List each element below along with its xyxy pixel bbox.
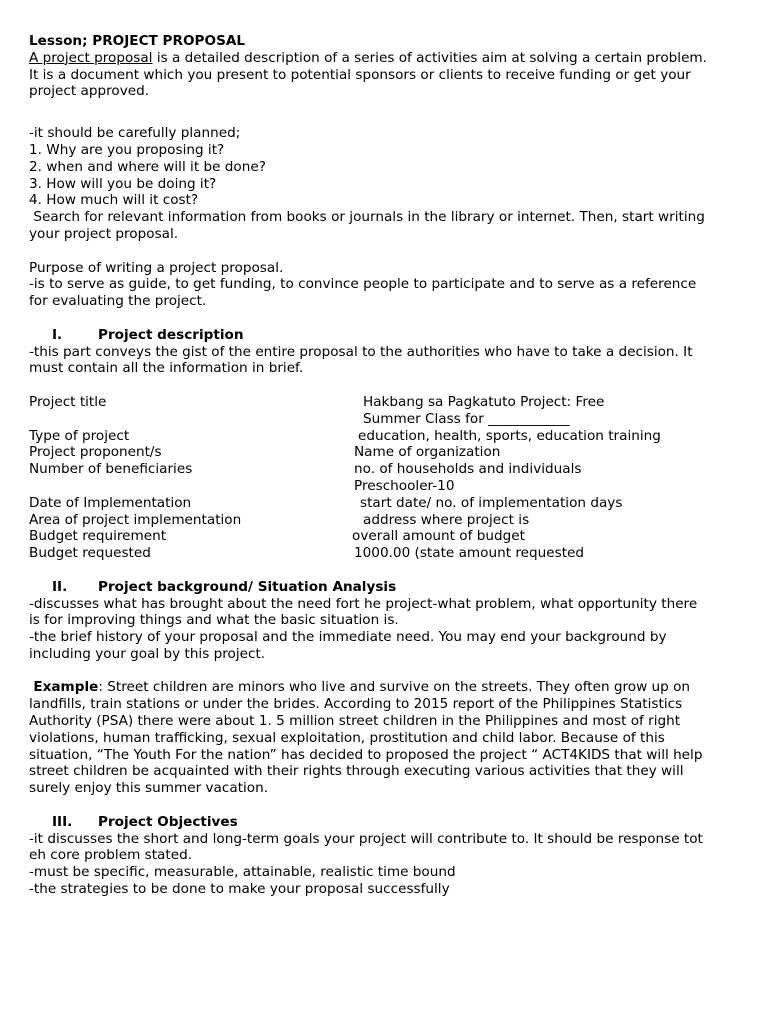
intro-rest: is a detailed description of a series of activities aim at solving a certain problem. (152, 49, 707, 66)
lesson-heading: Lesson; PROJECT PROPOSAL (29, 33, 246, 49)
detail-label: Project title (29, 393, 107, 410)
detail-value: start date/ no. of implementation days (360, 494, 623, 511)
example-line-4: violations, human trafficking, sexual exploitation, prostitution and child labor. Because of this (29, 729, 665, 746)
intro-line-1 (29, 50, 741, 67)
section-3-line-1: -it discusses the short and long-term goals your project will contribute to. It should be response tot (29, 830, 703, 847)
detail-value: no. of households and individuals (354, 461, 582, 478)
detail-value: Preschooler-10 (354, 477, 455, 494)
section-1-line-2: must contain all the information in brief. (29, 360, 304, 377)
detail-row (29, 428, 741, 445)
intro-line-3: project approved. (29, 83, 150, 100)
intro-line-2: It is a document which you present to potential sponsors or clients to receive funding or get your (29, 66, 691, 83)
detail-label: Type of project (29, 427, 130, 444)
intro-term: A project proposal (29, 49, 153, 66)
section-heading-3 (29, 814, 741, 831)
example-line-3: Authority (PSA) there were about 1. 5 million street children in the Philippines and most of right (29, 713, 681, 730)
question-4: 4. How much will it cost? (29, 192, 199, 209)
detail-label: Project proponent/s (29, 444, 162, 461)
detail-value: address where project is (363, 511, 530, 528)
section-2-line-1: -discusses what has brought about the need fort he project-what problem, what opportunity there (29, 595, 698, 612)
purpose-line-2: for evaluating the project. (29, 293, 207, 310)
example-line-6: street children be acquainted with their rights through executing various activities that they will (29, 763, 684, 780)
section-title: Project background/ Situation Analysis (98, 578, 397, 595)
section-3-line-2: eh core problem stated. (29, 847, 193, 864)
section-2-line-4: including your goal by this project. (29, 645, 266, 662)
detail-value: overall amount of budget (352, 528, 525, 545)
section-3-line-4: -the strategies to be done to make your proposal successfully (29, 881, 450, 898)
search-line-1: Search for relevant information from books or journals in the library or internet. Then, start writing (29, 209, 705, 226)
section-1-line-1: -this part conveys the gist of the entire proposal to the authorities who have to take a decision. It (29, 343, 693, 360)
detail-label: Number of beneficiaries (29, 461, 193, 478)
detail-row (29, 411, 741, 428)
detail-row (29, 444, 741, 461)
example-line-2: landfills, train stations or under the brides. According to 2015 report of the Philippines Statistics (29, 696, 683, 713)
detail-row (29, 478, 741, 495)
detail-row (29, 545, 741, 562)
purpose-title: Purpose of writing a project proposal. (29, 259, 284, 276)
example-line-7: surely enjoy this summer vacation. (29, 780, 269, 797)
document-page (29, 33, 741, 898)
section-title: Project Objectives (98, 813, 238, 830)
search-line-2: your project proposal. (29, 225, 179, 242)
purpose-line-1: -is to serve as guide, to get funding, to convince people to participate and to serve as a reference (29, 276, 697, 293)
detail-row (29, 495, 741, 512)
section-number: III. (52, 813, 73, 830)
section-heading-2 (29, 579, 741, 596)
section-2-line-2: is for improving things and what the basic situation is. (29, 612, 399, 629)
section-2-line-3: -the brief history of your proposal and the immediate need. You may end your background by (29, 629, 667, 646)
detail-label: Budget requested (29, 545, 151, 562)
detail-value: Hakbang sa Pagkatuto Project: Free (363, 393, 605, 410)
detail-row (29, 394, 741, 411)
detail-value: education, health, sports, education training (358, 427, 661, 444)
detail-value: Summer Class for ____________ (363, 410, 570, 427)
detail-value: Name of organization (354, 444, 501, 461)
detail-row (29, 461, 741, 478)
detail-value: 1000.00 (state amount requested (354, 545, 585, 562)
example-text: : Street children are minors who live and survive on the streets. They often grow up on (98, 679, 691, 696)
question-3: 3. How will you be doing it? (29, 175, 217, 192)
planned-line: -it should be carefully planned; (29, 125, 241, 142)
project-details-table (29, 394, 741, 562)
section-number: II. (52, 578, 68, 595)
example-line-5: situation, “The Youth For the nation” has decided to proposed the project “ ACT4KIDS that will help (29, 746, 703, 763)
section-number: I. (52, 326, 63, 343)
question-1: 1. Why are you proposing it? (29, 141, 225, 158)
detail-row (29, 528, 741, 545)
section-title: Project description (98, 326, 244, 343)
question-2: 2. when and where will it be done? (29, 158, 266, 175)
example-line-1 (29, 679, 741, 696)
detail-label: Budget requirement (29, 528, 167, 545)
detail-row (29, 512, 741, 529)
section-3-line-3: -must be specific, measurable, attainable, realistic time bound (29, 864, 456, 881)
example-label: Example (33, 679, 99, 696)
detail-label: Area of project implementation (29, 511, 242, 528)
detail-label: Date of Implementation (29, 494, 192, 511)
section-heading-1 (29, 327, 741, 344)
